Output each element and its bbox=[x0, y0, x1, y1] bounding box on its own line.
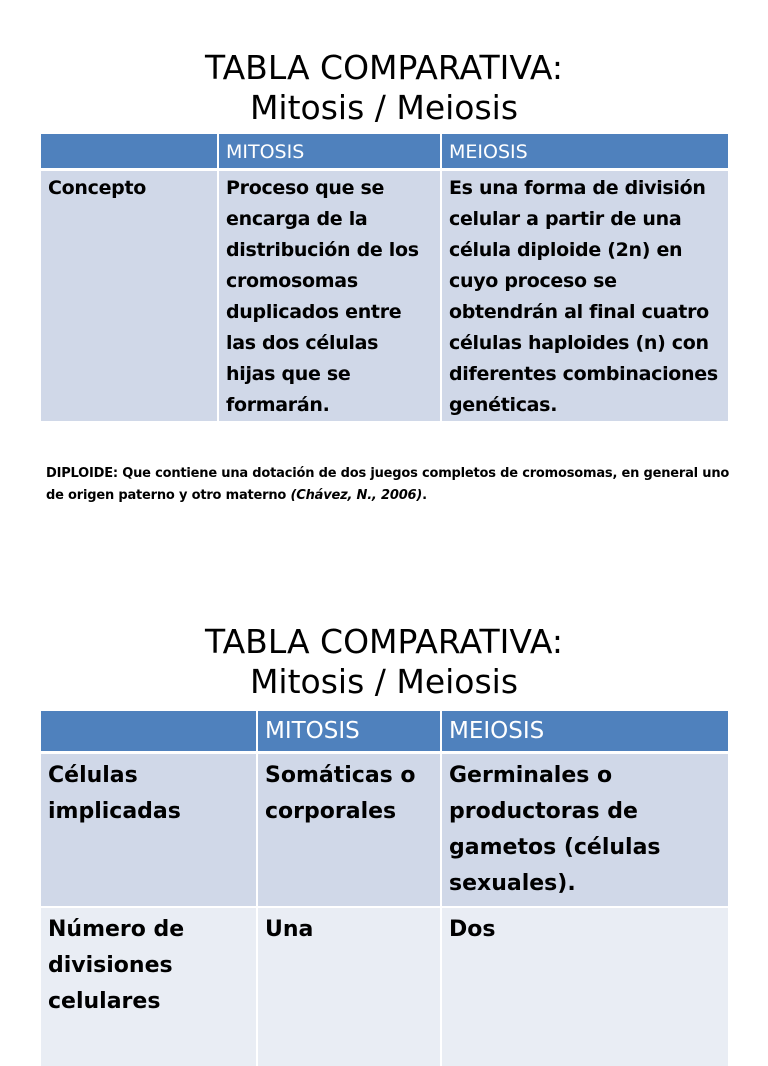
title-line-2: Mitosis / Meiosis bbox=[249, 88, 519, 128]
header-mitosis: MITOSIS bbox=[257, 711, 441, 753]
header-empty-cell bbox=[40, 134, 218, 170]
header-mitosis: MITOSIS bbox=[218, 134, 441, 170]
meiosis-cell: Dos bbox=[441, 907, 729, 1066]
table-row-divisiones bbox=[40, 907, 729, 1066]
table-row-concepto bbox=[40, 170, 729, 422]
footnote-text: DIPLOIDE: Que contiene una dotación de dos juegos completos de cromosomas, en general uno de origen paterno y otro materno bbox=[46, 466, 730, 503]
meiosis-cell: Es una forma de división celular a partir de una célula diploide (2n) en cuyo proceso se obtendrán al final cuatro células haploides (n) con diferentes combinaciones genéticas. bbox=[441, 170, 729, 422]
comparison-table-1 bbox=[39, 134, 730, 421]
table-row-celulas bbox=[40, 753, 729, 908]
title-line-1: TABLA COMPARATIVA: bbox=[205, 622, 563, 662]
slide-2-title bbox=[0, 622, 768, 702]
slide-2 bbox=[0, 575, 768, 1024]
mitosis-cell: Proceso que se encarga de la distribución de los cromosomas duplicados entre las dos células hijas que se formarán. bbox=[218, 170, 441, 422]
title-line-2: Mitosis / Meiosis bbox=[249, 662, 519, 702]
diploide-footnote bbox=[46, 463, 736, 507]
footnote-end: . bbox=[422, 488, 427, 503]
footnote-citation: (Chávez, N., 2006) bbox=[290, 488, 423, 503]
title-line-1: TABLA COMPARATIVA: bbox=[205, 48, 563, 88]
comparison-table-2 bbox=[39, 711, 730, 1066]
header-empty-cell bbox=[40, 711, 257, 753]
mitosis-cell: Una bbox=[257, 907, 441, 1066]
row-label: Número de divisiones celulares bbox=[40, 907, 257, 1066]
row-label: Células implicadas bbox=[40, 753, 257, 908]
mitosis-cell: Somáticas o corporales bbox=[257, 753, 441, 908]
slide-1-title bbox=[0, 48, 768, 128]
meiosis-cell: Germinales o productoras de gametos (células sexuales). bbox=[441, 753, 729, 908]
header-meiosis: MEIOSIS bbox=[441, 711, 729, 753]
table-header-row bbox=[40, 711, 729, 753]
header-meiosis: MEIOSIS bbox=[441, 134, 729, 170]
row-label: Concepto bbox=[40, 170, 218, 422]
table-header-row bbox=[40, 134, 729, 170]
